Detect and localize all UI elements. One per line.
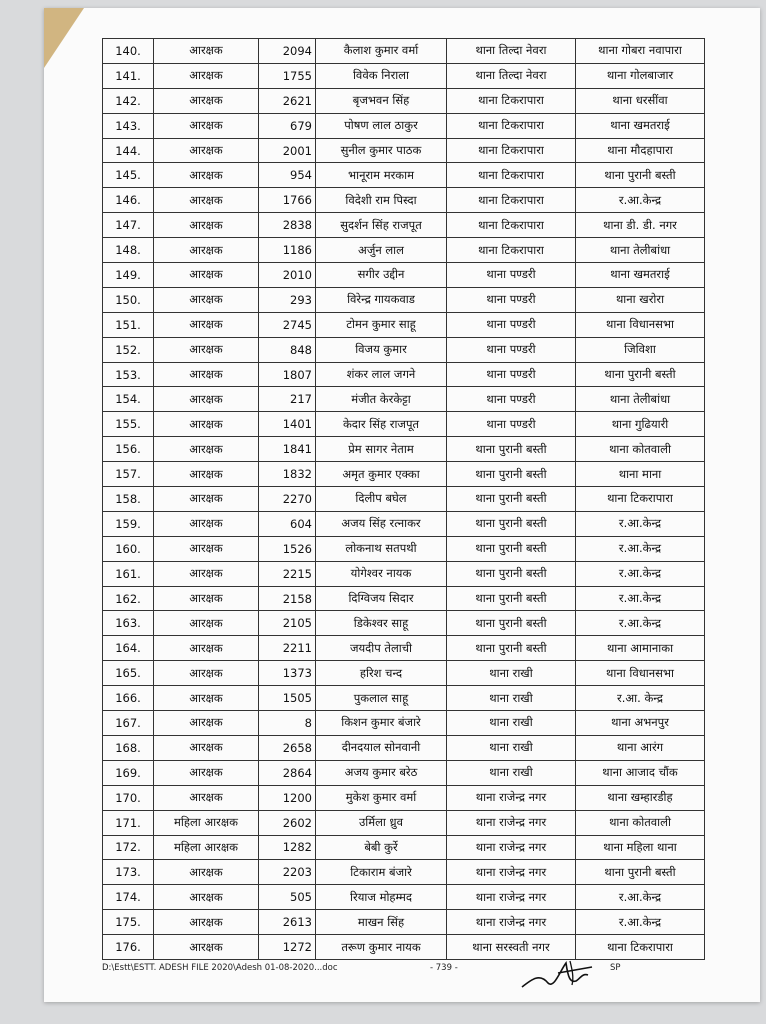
badge-number-cell: 2215 [259,561,316,586]
folded-corner-icon [44,8,84,68]
serial-number-cell: 149. [103,263,154,288]
table-row [103,735,705,760]
badge-number-cell: 2211 [259,636,316,661]
badge-number-cell: 1200 [259,785,316,810]
to-station-cell: थाना विधानसभा [576,661,705,686]
table-row [103,636,705,661]
badge-number-cell: 1282 [259,835,316,860]
rank-cell: आरक्षक [154,287,259,312]
employee-name-cell: विदेशी राम पिस्दा [316,188,447,213]
serial-number-cell: 142. [103,88,154,113]
rank-cell: आरक्षक [154,63,259,88]
table-row [103,362,705,387]
serial-number-cell: 153. [103,362,154,387]
employee-name-cell: अर्जुन लाल [316,238,447,263]
from-station-cell: थाना पण्डरी [447,362,576,387]
employee-name-cell: लोकनाथ सतपथी [316,536,447,561]
to-station-cell: थाना आजाद चौंक [576,760,705,785]
from-station-cell: थाना टिकरापारा [447,188,576,213]
from-station-cell: थाना राखी [447,661,576,686]
page-number: - 739 - [430,963,458,973]
employee-name-cell: माखन सिंह [316,910,447,935]
employee-name-cell: केदार सिंह राजपूत [316,412,447,437]
employee-name-cell: सुनील कुमार पाठक [316,138,447,163]
serial-number-cell: 147. [103,213,154,238]
badge-number-cell: 1766 [259,188,316,213]
employee-name-cell: प्रेम सागर नेताम [316,437,447,462]
from-station-cell: थाना टिकरापारा [447,163,576,188]
badge-number-cell: 1186 [259,238,316,263]
serial-number-cell: 160. [103,536,154,561]
badge-number-cell: 2838 [259,213,316,238]
employee-name-cell: मुकेश कुमार वर्मा [316,785,447,810]
serial-number-cell: 171. [103,810,154,835]
badge-number-cell: 293 [259,287,316,312]
table-row [103,138,705,163]
badge-number-cell: 848 [259,337,316,362]
rank-cell: आरक्षक [154,337,259,362]
rank-cell: आरक्षक [154,711,259,736]
rank-cell: आरक्षक [154,785,259,810]
badge-number-cell: 2001 [259,138,316,163]
employee-name-cell: विरेन्द्र गायकवाड [316,287,447,312]
rank-cell: आरक्षक [154,213,259,238]
serial-number-cell: 151. [103,312,154,337]
table-row [103,238,705,263]
to-station-cell: थाना टिकरापारा [576,935,705,960]
table-row [103,412,705,437]
serial-number-cell: 148. [103,238,154,263]
table-row [103,611,705,636]
table-row [103,287,705,312]
table-row [103,337,705,362]
employee-name-cell: अजय सिंह रत्नाकर [316,511,447,536]
to-station-cell: थाना डी. डी. नगर [576,213,705,238]
badge-number-cell: 1841 [259,437,316,462]
to-station-cell: जिविशा [576,337,705,362]
to-station-cell: थाना तेलीबांधा [576,238,705,263]
table-row [103,561,705,586]
serial-number-cell: 155. [103,412,154,437]
table-row [103,39,705,64]
to-station-cell: र.आ.केन्द्र [576,611,705,636]
to-station-cell: थाना माना [576,462,705,487]
badge-number-cell: 217 [259,387,316,412]
badge-number-cell: 2613 [259,910,316,935]
table-row [103,487,705,512]
table-row [103,810,705,835]
employee-name-cell: दिलीप बघेल [316,487,447,512]
employee-name-cell: सुदर्शन सिंह राजपूत [316,213,447,238]
badge-number-cell: 505 [259,885,316,910]
from-station-cell: थाना पण्डरी [447,337,576,362]
from-station-cell: थाना पुरानी बस्ती [447,511,576,536]
rank-cell: आरक्षक [154,362,259,387]
employee-name-cell: दिग्विजय सिदार [316,586,447,611]
serial-number-cell: 146. [103,188,154,213]
from-station-cell: थाना पुरानी बस्ती [447,611,576,636]
employee-name-cell: मंजीत केरकेट्टा [316,387,447,412]
from-station-cell: थाना टिकरापारा [447,138,576,163]
from-station-cell: थाना पण्डरी [447,312,576,337]
rank-cell: आरक्षक [154,910,259,935]
employee-name-cell: योगेश्वर नायक [316,561,447,586]
employee-name-cell: डिकेश्वर साहू [316,611,447,636]
transfer-table [102,38,705,960]
table-row [103,511,705,536]
rank-cell: आरक्षक [154,661,259,686]
serial-number-cell: 168. [103,735,154,760]
rank-cell: आरक्षक [154,686,259,711]
serial-number-cell: 174. [103,885,154,910]
serial-number-cell: 162. [103,586,154,611]
rank-cell: आरक्षक [154,312,259,337]
serial-number-cell: 159. [103,511,154,536]
to-station-cell: थाना मौदहापारा [576,138,705,163]
serial-number-cell: 141. [103,63,154,88]
rank-cell: आरक्षक [154,511,259,536]
to-station-cell: थाना गोबरा नवापारा [576,39,705,64]
file-path: D:\Estt\ESTT. ADESH FILE 2020\Adesh 01-08-2020...doc [102,963,338,973]
serial-number-cell: 172. [103,835,154,860]
from-station-cell: थाना राजेन्द्र नगर [447,860,576,885]
rank-cell: आरक्षक [154,138,259,163]
badge-number-cell: 679 [259,113,316,138]
badge-number-cell: 2864 [259,760,316,785]
to-station-cell: थाना विधानसभा [576,312,705,337]
employee-name-cell: विवेक निराला [316,63,447,88]
from-station-cell: थाना राखी [447,735,576,760]
table-row [103,213,705,238]
serial-number-cell: 164. [103,636,154,661]
rank-cell: आरक्षक [154,88,259,113]
to-station-cell: थाना खम्हारडीह [576,785,705,810]
employee-name-cell: जयदीप तेलाची [316,636,447,661]
to-station-cell: र.आ.केन्द्र [576,511,705,536]
table-row [103,760,705,785]
to-station-cell: थाना कोतवाली [576,810,705,835]
serial-number-cell: 165. [103,661,154,686]
badge-number-cell: 1832 [259,462,316,487]
employee-name-cell: सगीर उद्दीन [316,263,447,288]
table-row [103,785,705,810]
to-station-cell: थाना तेलीबांधा [576,387,705,412]
badge-number-cell: 2658 [259,735,316,760]
from-station-cell: थाना राजेन्द्र नगर [447,785,576,810]
to-station-cell: थाना पुरानी बस्ती [576,362,705,387]
employee-name-cell: कैलाश कुमार वर्मा [316,39,447,64]
from-station-cell: थाना पुरानी बस्ती [447,586,576,611]
to-station-cell: थाना आमानाका [576,636,705,661]
to-station-cell: र.आ.केन्द्र [576,910,705,935]
to-station-cell: र.आ.केन्द्र [576,536,705,561]
employee-name-cell: तरूण कुमार नायक [316,935,447,960]
to-station-cell: थाना आरंग [576,735,705,760]
rank-cell: आरक्षक [154,561,259,586]
employee-name-cell: टिकाराम बंजारे [316,860,447,885]
serial-number-cell: 175. [103,910,154,935]
employee-name-cell: दीनदयाल सोनवानी [316,735,447,760]
to-station-cell: थाना खरोरा [576,287,705,312]
to-station-cell: र.आ.केन्द्र [576,885,705,910]
serial-number-cell: 161. [103,561,154,586]
rank-cell: महिला आरक्षक [154,810,259,835]
badge-number-cell: 2094 [259,39,316,64]
from-station-cell: थाना राखी [447,686,576,711]
rank-cell: आरक्षक [154,437,259,462]
from-station-cell: थाना राजेन्द्र नगर [447,910,576,935]
serial-number-cell: 154. [103,387,154,412]
employee-name-cell: हरिश चन्द [316,661,447,686]
from-station-cell: थाना टिकरापारा [447,113,576,138]
to-station-cell: र.आ.केन्द्र [576,586,705,611]
to-station-cell: थाना टिकरापारा [576,487,705,512]
from-station-cell: थाना राजेन्द्र नगर [447,885,576,910]
table-row [103,711,705,736]
serial-number-cell: 157. [103,462,154,487]
table-row [103,536,705,561]
from-station-cell: थाना पुरानी बस्ती [447,561,576,586]
badge-number-cell: 2010 [259,263,316,288]
employee-name-cell: टोमन कुमार साहू [316,312,447,337]
badge-number-cell: 2270 [259,487,316,512]
table-row [103,312,705,337]
rank-cell: आरक्षक [154,611,259,636]
badge-number-cell: 2105 [259,611,316,636]
rank-cell: आरक्षक [154,935,259,960]
serial-number-cell: 152. [103,337,154,362]
to-station-cell: थाना गोलबाजार [576,63,705,88]
employee-name-cell: शंकर लाल जगने [316,362,447,387]
employee-name-cell: भानूराम मरकाम [316,163,447,188]
badge-number-cell: 2158 [259,586,316,611]
rank-cell: आरक्षक [154,636,259,661]
table-row [103,910,705,935]
table-row [103,63,705,88]
rank-cell: आरक्षक [154,735,259,760]
table-row [103,686,705,711]
rank-cell: आरक्षक [154,188,259,213]
badge-number-cell: 1526 [259,536,316,561]
to-station-cell: थाना महिला थाना [576,835,705,860]
badge-number-cell: 1505 [259,686,316,711]
employee-name-cell: उर्मिला ध्रुव [316,810,447,835]
serial-number-cell: 167. [103,711,154,736]
badge-number-cell: 2602 [259,810,316,835]
table-row [103,263,705,288]
from-station-cell: थाना पण्डरी [447,263,576,288]
serial-number-cell: 150. [103,287,154,312]
rank-cell: आरक्षक [154,536,259,561]
to-station-cell: थाना धरसींवा [576,88,705,113]
from-station-cell: थाना पण्डरी [447,287,576,312]
to-station-cell: थाना पुरानी बस्ती [576,860,705,885]
to-station-cell: थाना खमतराई [576,263,705,288]
from-station-cell: थाना पुरानी बस्ती [447,437,576,462]
serial-number-cell: 173. [103,860,154,885]
rank-cell: आरक्षक [154,860,259,885]
from-station-cell: थाना टिकरापारा [447,213,576,238]
employee-name-cell: रियाज मोहम्मद [316,885,447,910]
from-station-cell: थाना तिल्दा नेवरा [447,39,576,64]
serial-number-cell: 176. [103,935,154,960]
from-station-cell: थाना पुरानी बस्ती [447,487,576,512]
to-station-cell: थाना खमतराई [576,113,705,138]
serial-number-cell: 166. [103,686,154,711]
rank-cell: महिला आरक्षक [154,835,259,860]
rank-cell: आरक्षक [154,113,259,138]
table-row [103,387,705,412]
from-station-cell: थाना पण्डरी [447,412,576,437]
badge-number-cell: 2621 [259,88,316,113]
from-station-cell: थाना पुरानी बस्ती [447,536,576,561]
serial-number-cell: 156. [103,437,154,462]
to-station-cell: थाना गुढियारी [576,412,705,437]
rank-cell: आरक्षक [154,39,259,64]
employee-name-cell: किशन कुमार बंजारे [316,711,447,736]
table-row [103,835,705,860]
sp-label: SP [610,963,621,973]
employee-name-cell: अजय कुमार बरेठ [316,760,447,785]
table-row [103,188,705,213]
to-station-cell: थाना पुरानी बस्ती [576,163,705,188]
rank-cell: आरक्षक [154,586,259,611]
from-station-cell: थाना तिल्दा नेवरा [447,63,576,88]
serial-number-cell: 158. [103,487,154,512]
to-station-cell: र.आ.केन्द्र [576,188,705,213]
employee-name-cell: पोषण लाल ठाकुर [316,113,447,138]
table-row [103,163,705,188]
to-station-cell: र.आ.केन्द्र [576,561,705,586]
from-station-cell: थाना राजेन्द्र नगर [447,835,576,860]
from-station-cell: थाना राखी [447,711,576,736]
table-row [103,586,705,611]
from-station-cell: थाना सरस्वती नगर [447,935,576,960]
serial-number-cell: 140. [103,39,154,64]
badge-number-cell: 1755 [259,63,316,88]
serial-number-cell: 143. [103,113,154,138]
from-station-cell: थाना पण्डरी [447,387,576,412]
badge-number-cell: 1401 [259,412,316,437]
rank-cell: आरक्षक [154,462,259,487]
table-row [103,88,705,113]
employee-name-cell: बेबी कुर्रे [316,835,447,860]
rank-cell: आरक्षक [154,263,259,288]
to-station-cell: र.आ. केन्द्र [576,686,705,711]
rank-cell: आरक्षक [154,163,259,188]
from-station-cell: थाना राखी [447,760,576,785]
rank-cell: आरक्षक [154,238,259,263]
table-row [103,437,705,462]
serial-number-cell: 163. [103,611,154,636]
badge-number-cell: 1373 [259,661,316,686]
from-station-cell: थाना टिकरापारा [447,88,576,113]
rank-cell: आरक्षक [154,487,259,512]
serial-number-cell: 144. [103,138,154,163]
from-station-cell: थाना राजेन्द्र नगर [447,810,576,835]
serial-number-cell: 169. [103,760,154,785]
from-station-cell: थाना पुरानी बस्ती [447,636,576,661]
rank-cell: आरक्षक [154,412,259,437]
employee-name-cell: अमृत कुमार एक्का [316,462,447,487]
serial-number-cell: 145. [103,163,154,188]
badge-number-cell: 954 [259,163,316,188]
rank-cell: आरक्षक [154,387,259,412]
badge-number-cell: 604 [259,511,316,536]
to-station-cell: थाना अभनपुर [576,711,705,736]
rank-cell: आरक्षक [154,760,259,785]
from-station-cell: थाना पुरानी बस्ती [447,462,576,487]
signature-icon [518,953,614,993]
transfer-table-body [103,39,705,960]
badge-number-cell: 1272 [259,935,316,960]
employee-name-cell: पुकलाल साहू [316,686,447,711]
to-station-cell: थाना कोतवाली [576,437,705,462]
table-row [103,860,705,885]
table-row [103,885,705,910]
badge-number-cell: 8 [259,711,316,736]
employee-name-cell: बृजभवन सिंह [316,88,447,113]
badge-number-cell: 1807 [259,362,316,387]
table-row [103,661,705,686]
badge-number-cell: 2745 [259,312,316,337]
table-row [103,462,705,487]
serial-number-cell: 170. [103,785,154,810]
badge-number-cell: 2203 [259,860,316,885]
table-row [103,113,705,138]
from-station-cell: थाना टिकरापारा [447,238,576,263]
table-row [103,935,705,960]
rank-cell: आरक्षक [154,885,259,910]
employee-name-cell: विजय कुमार [316,337,447,362]
